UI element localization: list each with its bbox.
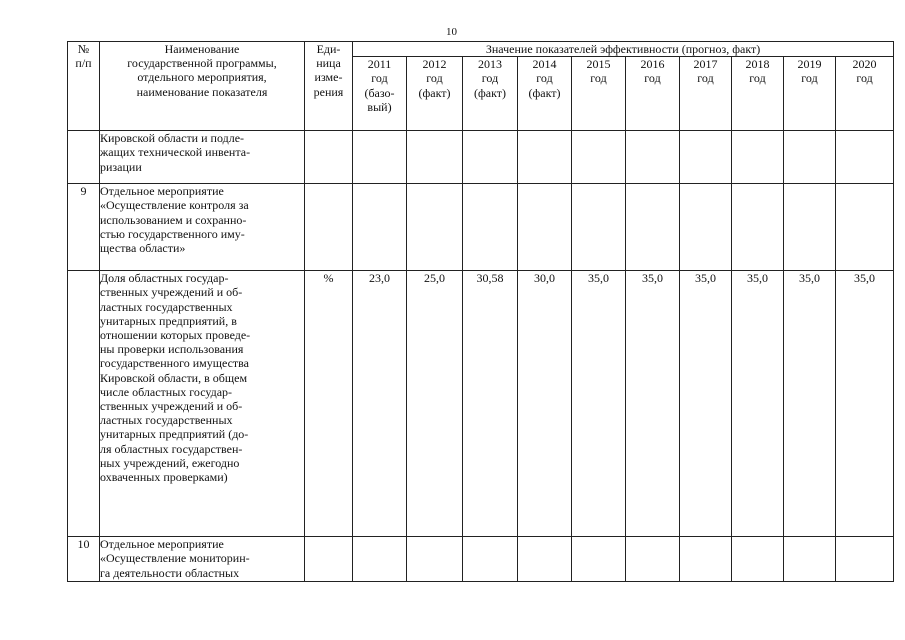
row-value <box>626 184 680 271</box>
row-value <box>407 184 463 271</box>
row-value <box>353 184 407 271</box>
header-year: 2015 год <box>572 57 626 131</box>
page-number: 10 <box>446 26 457 38</box>
row-value <box>626 537 680 582</box>
row-value <box>572 537 626 582</box>
row-number <box>68 131 100 184</box>
row-number: 10 <box>68 537 100 582</box>
header-year: 2011 год (базо- вый) <box>353 57 407 131</box>
header-year: 2014 год (факт) <box>518 57 572 131</box>
table-row <box>68 271 894 537</box>
indicators-table <box>67 41 894 582</box>
row-value: 35,0 <box>680 271 732 537</box>
row-value <box>518 131 572 184</box>
header-year: 2018 год <box>732 57 784 131</box>
row-value <box>836 537 894 582</box>
row-value: 30,58 <box>463 271 518 537</box>
row-value: 30,0 <box>518 271 572 537</box>
row-value <box>680 537 732 582</box>
row-value <box>407 131 463 184</box>
row-unit <box>305 537 353 582</box>
row-value: 35,0 <box>572 271 626 537</box>
row-value <box>353 537 407 582</box>
row-unit: % <box>305 271 353 537</box>
row-value <box>680 184 732 271</box>
header-year: 2013 год (факт) <box>463 57 518 131</box>
row-name-text: Доля областных государ- ственных учреждений и об- ластных государственных унитарных предприятий, в отношении которых проведе- ны проверки использования государственного имущества Кировской области, в общем числе областных государ- ственных учреждений и об- ластных государственных унитарных предприятий (до- ля областных государствен- ных учреждений, ежегодно охваченных проверками) <box>100 271 251 485</box>
row-number <box>68 271 100 537</box>
row-value <box>680 131 732 184</box>
row-name-text: Отдельное мероприятие «Осуществление мониторин- га деятельности областных <box>100 537 250 580</box>
row-value: 23,0 <box>353 271 407 537</box>
row-value <box>732 537 784 582</box>
table-row <box>68 184 894 271</box>
row-value <box>732 184 784 271</box>
row-name <box>100 271 305 537</box>
row-value <box>784 537 836 582</box>
row-value: 25,0 <box>407 271 463 537</box>
row-value <box>572 184 626 271</box>
table-row <box>68 537 894 582</box>
row-value <box>784 184 836 271</box>
header-name: Наименование государственной программы, отдельного мероприятия, наименование показателя <box>100 42 305 131</box>
row-value <box>353 131 407 184</box>
header-year: 2016 год <box>626 57 680 131</box>
row-value <box>407 537 463 582</box>
header-year: 2019 год <box>784 57 836 131</box>
row-value <box>463 131 518 184</box>
header-num: № п/п <box>68 42 100 131</box>
header-values-title: Значение показателей эффективности (прогноз, факт) <box>353 42 894 57</box>
header-row-1 <box>68 42 894 57</box>
header-year: 2017 год <box>680 57 732 131</box>
row-value <box>626 131 680 184</box>
row-value <box>518 537 572 582</box>
row-value: 35,0 <box>784 271 836 537</box>
row-unit <box>305 184 353 271</box>
row-value <box>836 184 894 271</box>
row-value <box>572 131 626 184</box>
row-name-text: Кировской области и подле- жащих технической инвента- ризации <box>100 131 251 174</box>
table-row <box>68 131 894 184</box>
row-unit <box>305 131 353 184</box>
row-value: 35,0 <box>626 271 680 537</box>
header-year: 2020 год <box>836 57 894 131</box>
row-value: 35,0 <box>732 271 784 537</box>
row-value <box>836 131 894 184</box>
row-value <box>732 131 784 184</box>
row-name-text: Отдельное мероприятие «Осуществление контроля за использованием и сохранно- стью государственного иму- щества области» <box>100 184 249 256</box>
row-number: 9 <box>68 184 100 271</box>
row-name <box>100 131 305 184</box>
row-value <box>518 184 572 271</box>
header-unit: Еди- ница изме- рения <box>305 42 353 131</box>
row-value <box>784 131 836 184</box>
row-value: 35,0 <box>836 271 894 537</box>
header-year: 2012 год (факт) <box>407 57 463 131</box>
row-value <box>463 537 518 582</box>
row-name <box>100 537 305 582</box>
row-name <box>100 184 305 271</box>
row-value <box>463 184 518 271</box>
